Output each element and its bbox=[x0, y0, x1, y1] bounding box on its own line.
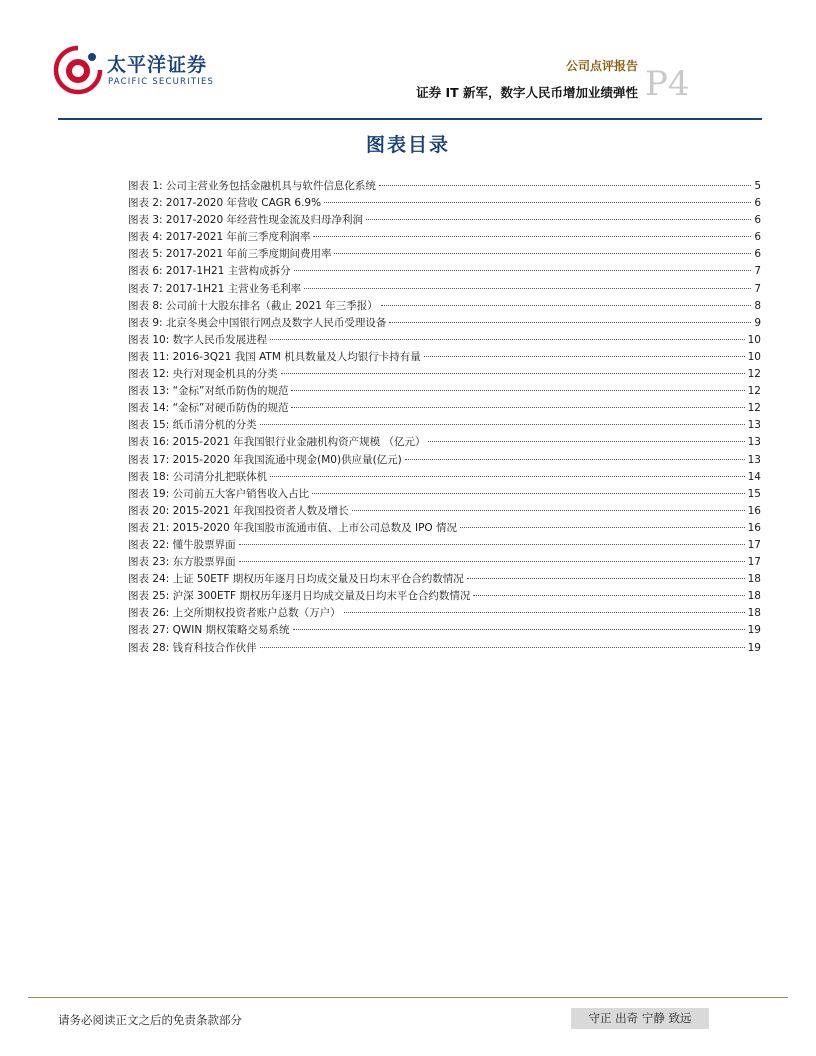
toc-entry-page: 8 bbox=[754, 299, 761, 312]
toc-leader-dots bbox=[239, 544, 745, 545]
toc-entry[interactable] bbox=[128, 195, 761, 212]
toc-leader-dots bbox=[352, 510, 745, 511]
toc-leader-dots bbox=[260, 424, 745, 425]
toc-leader-dots bbox=[379, 185, 751, 186]
toc-entry-page: 9 bbox=[754, 316, 761, 329]
toc-leader-dots bbox=[467, 578, 745, 579]
company-logo-icon bbox=[52, 44, 104, 96]
footer-disclaimer: 请务必阅读正文之后的免责条款部分 bbox=[58, 1013, 242, 1027]
toc-entry[interactable] bbox=[128, 417, 761, 434]
toc-entry-label: 图表 4: 2017-2021 年前三季度利润率 bbox=[128, 231, 311, 244]
toc-entry[interactable] bbox=[128, 400, 761, 417]
toc-leader-dots bbox=[270, 339, 745, 340]
toc-entry-label: 图表 1: 公司主营业务包括金融机具与软件信息化系统 bbox=[128, 180, 376, 192]
toc-entry-page: 10 bbox=[747, 350, 761, 363]
toc-entry-label: 图表 22: 懂牛股票界面 bbox=[128, 538, 236, 551]
toc-entry[interactable] bbox=[128, 554, 761, 571]
toc-leader-dots bbox=[239, 561, 745, 562]
toc-entry-page: 17 bbox=[747, 538, 761, 551]
toc-entry[interactable] bbox=[128, 178, 761, 195]
toc-entry-label: 图表 21: 2015-2020 年我国股市流通市值、上市公司总数及 IPO 情况 bbox=[128, 521, 458, 534]
toc-entry-label: 图表 18: 公司清分扎把联体机 bbox=[128, 470, 268, 483]
toc-entry-label: 图表 13: “金标”对纸币防伪的规范 bbox=[128, 385, 289, 398]
toc-entry[interactable] bbox=[128, 212, 761, 229]
toc-title: 图表目录 bbox=[365, 134, 450, 156]
toc-entry-page: 18 bbox=[747, 607, 761, 620]
toc-leader-dots bbox=[381, 305, 752, 306]
toc-entry-label: 图表 7: 2017-1H21 主营业务毛利率 bbox=[128, 282, 302, 295]
toc-entry-label: 图表 9: 北京冬奥会中国银行网点及数字人民币受理设备 bbox=[128, 316, 387, 329]
toc-leader-dots bbox=[324, 202, 751, 203]
toc-entry-label: 图表 16: 2015-2021 年我国银行业金融机构资产规模 （亿元） bbox=[128, 436, 426, 449]
toc-entry-page: 18 bbox=[747, 573, 761, 586]
toc-entry[interactable] bbox=[128, 588, 761, 605]
toc-entry-page: 10 bbox=[747, 333, 761, 346]
toc-leader-dots bbox=[366, 219, 751, 220]
toc-leader-dots bbox=[281, 373, 745, 374]
toc-entry-page: 6 bbox=[754, 248, 761, 261]
toc-leader-dots bbox=[304, 288, 751, 289]
toc-entry-label: 图表 10: 数字人民币发展进程 bbox=[128, 333, 268, 346]
toc-entry[interactable] bbox=[128, 263, 761, 280]
toc-leader-dots bbox=[334, 253, 751, 254]
footer-motto: 守正 出奇 宁静 致远 bbox=[571, 1008, 709, 1029]
toc-leader-dots bbox=[291, 407, 744, 408]
toc-entry-page: 19 bbox=[747, 624, 761, 637]
footer-divider bbox=[28, 997, 788, 998]
toc-entry[interactable] bbox=[128, 622, 761, 639]
toc-entry[interactable] bbox=[128, 366, 761, 383]
toc-leader-dots bbox=[260, 647, 745, 648]
toc-entry[interactable] bbox=[128, 349, 761, 366]
toc-entry[interactable] bbox=[128, 246, 761, 263]
toc-entry[interactable] bbox=[128, 434, 761, 451]
toc-entry-label: 图表 14: “金标”对硬币防伪的规范 bbox=[128, 402, 289, 415]
toc-leader-dots bbox=[405, 459, 745, 460]
toc-leader-dots bbox=[460, 527, 745, 528]
toc-entry-page: 16 bbox=[747, 504, 761, 517]
toc-entry[interactable] bbox=[128, 281, 761, 298]
toc-entry-label: 图表 23: 东方股票界面 bbox=[128, 556, 236, 569]
toc-entry[interactable] bbox=[128, 520, 761, 537]
toc-entry-page: 6 bbox=[754, 214, 761, 227]
toc-leader-dots bbox=[424, 356, 745, 357]
toc-entry-label: 图表 25: 沪深 300ETF 期权历年逐月日均成交量及日均末平仓合约数情况 bbox=[128, 590, 471, 603]
toc-leader-dots bbox=[344, 612, 745, 613]
toc-entry[interactable] bbox=[128, 383, 761, 400]
toc-entry-page: 6 bbox=[754, 197, 761, 210]
toc-entry-label: 图表 5: 2017-2021 年前三季度期间费用率 bbox=[128, 248, 332, 261]
toc-leader-dots bbox=[291, 390, 744, 391]
toc-entry-label: 图表 17: 2015-2020 年我国流通中现金(M0)供应量(亿元) bbox=[128, 453, 402, 466]
toc-entry-page: 16 bbox=[747, 521, 761, 534]
toc-entry[interactable] bbox=[128, 452, 761, 469]
company-name-cn: 太平洋证券 bbox=[107, 54, 208, 76]
toc-entry-label: 图表 27: QWIN 期权策略交易系统 bbox=[128, 624, 290, 637]
toc-entry-page: 7 bbox=[754, 265, 761, 278]
toc-entry[interactable] bbox=[128, 605, 761, 622]
page-label: P4 bbox=[645, 64, 690, 104]
toc-entry[interactable] bbox=[128, 503, 761, 520]
toc-entry-label: 图表 28: 钱育科技合作伙伴 bbox=[128, 641, 257, 654]
toc-entry[interactable] bbox=[128, 332, 761, 349]
toc-entry-page: 13 bbox=[747, 436, 761, 449]
toc-leader-dots bbox=[312, 493, 745, 494]
toc-entry[interactable] bbox=[128, 640, 761, 657]
toc-entry[interactable] bbox=[128, 469, 761, 486]
toc-entry-label: 图表 19: 公司前五大客户销售收入占比 bbox=[128, 487, 310, 500]
toc-leader-dots bbox=[473, 595, 744, 596]
toc-entry-label: 图表 20: 2015-2021 年我国投资者人数及增长 bbox=[128, 504, 349, 517]
toc-entry[interactable] bbox=[128, 537, 761, 554]
toc-entry-label: 图表 15: 纸币清分机的分类 bbox=[128, 419, 257, 432]
toc-entry-page: 17 bbox=[747, 556, 761, 569]
toc-entry[interactable] bbox=[128, 315, 761, 332]
company-logo bbox=[52, 44, 222, 94]
toc-leader-dots bbox=[389, 322, 751, 323]
toc-entry-page: 12 bbox=[747, 385, 761, 398]
toc-entry-page: 18 bbox=[747, 590, 761, 603]
toc-entry-page: 13 bbox=[747, 453, 761, 466]
toc-entry-page: 12 bbox=[747, 402, 761, 415]
toc-entry-page: 14 bbox=[747, 470, 761, 483]
toc-entry[interactable] bbox=[128, 571, 761, 588]
toc-entry-label: 图表 2: 2017-2020 年营收 CAGR 6.9% bbox=[128, 197, 322, 210]
toc-entry-label: 图表 3: 2017-2020 年经营性现金流及归母净利润 bbox=[128, 214, 363, 227]
toc-entry-label: 图表 8: 公司前十大股东排名（截止 2021 年三季报） bbox=[128, 299, 378, 312]
toc-entry-page: 5 bbox=[754, 180, 761, 192]
toc-leader-dots bbox=[313, 236, 751, 237]
toc-leader-dots bbox=[294, 270, 752, 271]
toc-entry-label: 图表 26: 上交所期权投资者账户总数（万户） bbox=[128, 607, 341, 620]
toc-entry-page: 13 bbox=[747, 419, 761, 432]
toc-leader-dots bbox=[293, 629, 745, 630]
toc-entry-page: 15 bbox=[747, 487, 761, 500]
toc-entry[interactable] bbox=[128, 486, 761, 503]
toc-entry[interactable] bbox=[128, 229, 761, 246]
toc-entry-label: 图表 11: 2016-3Q21 我国 ATM 机具数量及人均银行卡持有量 bbox=[128, 350, 421, 363]
toc-entry[interactable] bbox=[128, 298, 761, 315]
toc-entry-label: 图表 6: 2017-1H21 主营构成拆分 bbox=[128, 265, 291, 278]
toc-entry-label: 图表 24: 上证 50ETF 期权历年逐月日均成交量及日均末平仓合约数情况 bbox=[128, 573, 464, 586]
toc-entry-page: 19 bbox=[747, 641, 761, 654]
toc-leader-dots bbox=[270, 476, 745, 477]
toc-leader-dots bbox=[428, 441, 744, 442]
table-of-figures bbox=[128, 178, 761, 657]
toc-entry-page: 7 bbox=[754, 282, 761, 295]
report-type: 公司点评报告 bbox=[565, 59, 638, 73]
toc-entry-label: 图表 12: 央行对现金机具的分类 bbox=[128, 368, 278, 381]
company-name-en: PACIFIC SECURITIES bbox=[108, 77, 215, 87]
header-divider bbox=[58, 118, 762, 120]
toc-entry-page: 6 bbox=[754, 231, 761, 244]
toc-entry-page: 12 bbox=[747, 368, 761, 381]
report-title: 证券 IT 新军，数字人民币增加业绩弹性 bbox=[416, 85, 638, 100]
